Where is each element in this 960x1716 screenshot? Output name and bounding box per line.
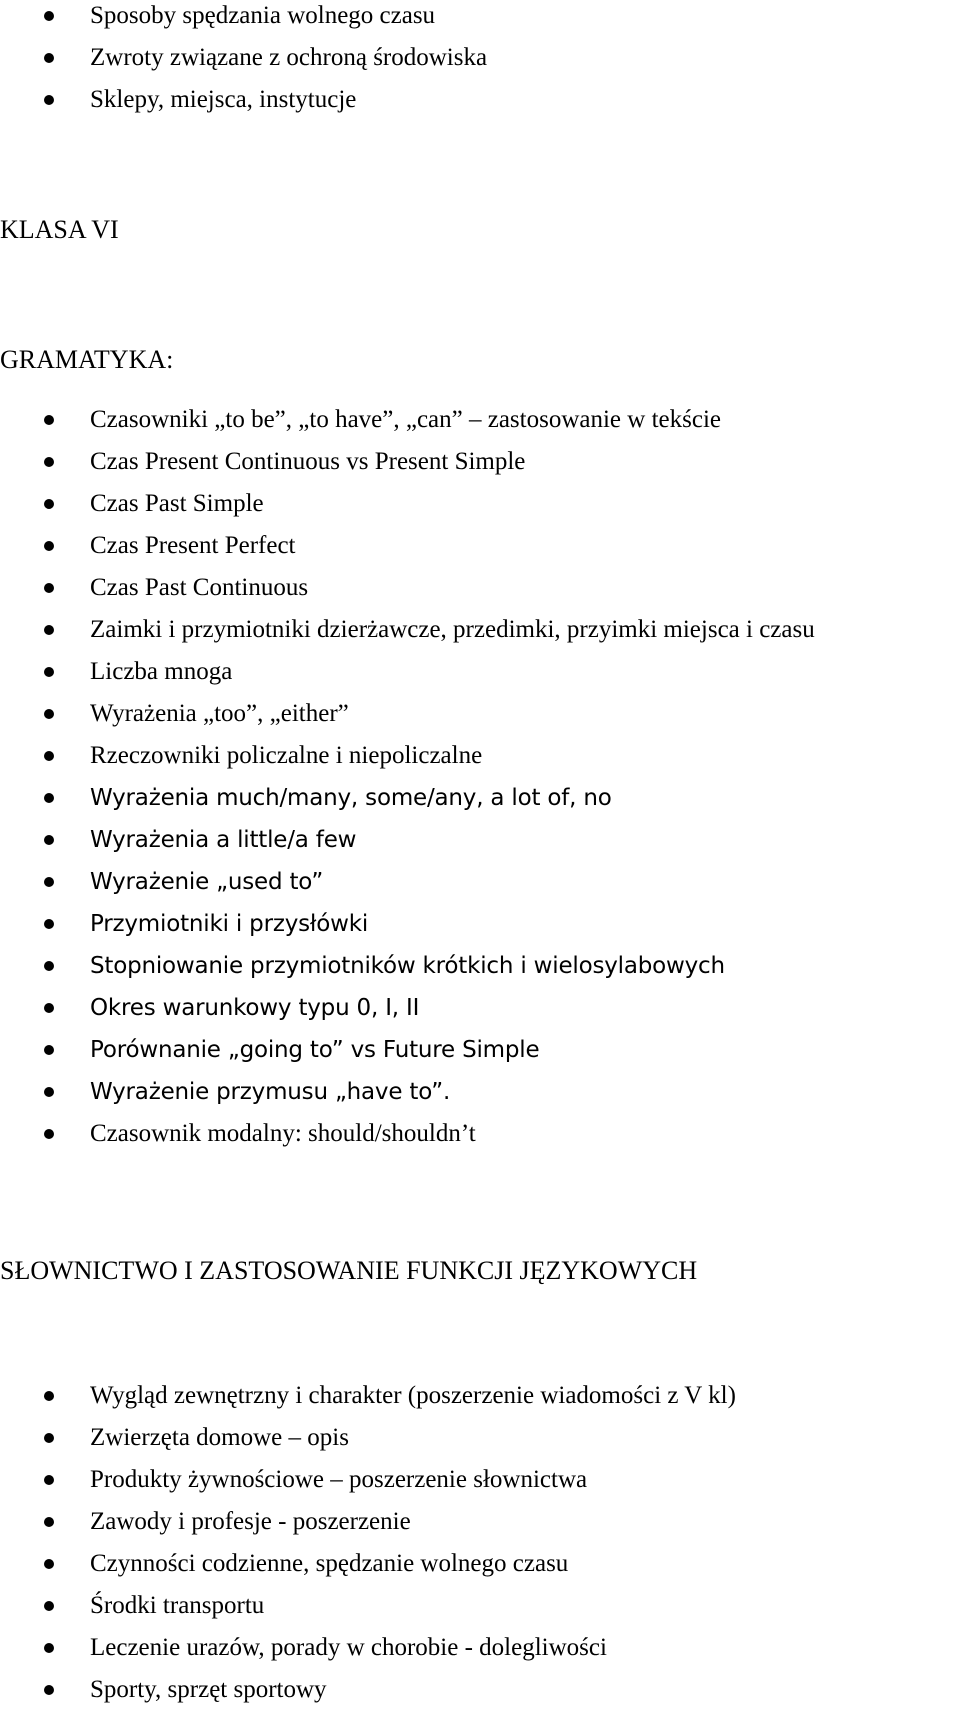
list-item-text: Produkty żywnościowe – poszerzenie słownictwa — [90, 1466, 588, 1493]
list-item — [0, 84, 487, 126]
list-item — [0, 656, 815, 698]
list-item — [0, 446, 815, 488]
bullet-icon — [44, 1003, 54, 1013]
list-item — [0, 1548, 736, 1590]
bullet-icon — [44, 793, 54, 803]
bullet-icon — [44, 1129, 54, 1139]
list-item-text: Okres warunkowy typu 0, I, II — [90, 995, 420, 1021]
list-item-text: Czynności codzienne, spędzanie wolnego czasu — [90, 1550, 569, 1577]
bullet-icon — [44, 667, 54, 677]
bullet-icon — [44, 457, 54, 467]
list-item-text: Przymiotniki i przysłówki — [90, 911, 369, 937]
bullet-icon — [44, 11, 54, 21]
bullet-icon — [44, 709, 54, 719]
list-item-text: Wyrażenie „used to” — [90, 869, 324, 895]
list-item — [0, 614, 815, 656]
bullet-icon — [44, 877, 54, 887]
list-item — [0, 1076, 815, 1118]
list-item — [0, 824, 815, 866]
list-item-text: Rzeczowniki policzalne i niepoliczalne — [90, 742, 483, 769]
list-item-text: Liczba mnoga — [90, 658, 233, 685]
list-item — [0, 950, 815, 992]
bullet-icon — [44, 1433, 54, 1443]
list-item — [0, 908, 815, 950]
list-item — [0, 488, 815, 530]
list-item — [0, 1118, 815, 1160]
bullet-icon — [44, 1601, 54, 1611]
list-item — [0, 698, 815, 740]
list-item — [0, 572, 815, 614]
list-item — [0, 866, 815, 908]
list-item — [0, 42, 487, 84]
list-item — [0, 1590, 736, 1632]
list-item-text: Czasowniki „to be”, „to have”, „can” – zastosowanie w tekście — [90, 406, 721, 433]
bullet-icon — [44, 415, 54, 425]
bullet-icon — [44, 625, 54, 635]
list-item — [0, 740, 815, 782]
bullet-icon — [44, 53, 54, 63]
list-item-text: Wyrażenie przymusu „have to”. — [90, 1079, 451, 1105]
list-item-text: Zawody i profesje - poszerzenie — [90, 1508, 411, 1535]
list-item — [0, 1034, 815, 1076]
bullet-icon — [44, 1517, 54, 1527]
list-item — [0, 992, 815, 1034]
list-item-text: Czasownik modalny: should/shouldn’t — [90, 1120, 476, 1147]
list-item-text: Środki transportu — [90, 1592, 265, 1619]
bullet-icon — [44, 1045, 54, 1055]
list-item-text: Sklepy, miejsca, instytucje — [90, 86, 357, 113]
list-item-text: Czas Present Perfect — [90, 532, 296, 559]
list-item-text: Czas Past Simple — [90, 490, 264, 517]
list-item-text: Czas Present Continuous vs Present Simple — [90, 448, 526, 475]
bullet-icon — [44, 835, 54, 845]
bullet-icon — [44, 1391, 54, 1401]
list-item — [0, 782, 815, 824]
vocabulary-heading: SŁOWNICTWO I ZASTOSOWANIE FUNKCJI JĘZYKOWYCH — [0, 1256, 698, 1285]
list-item-text: Wyrażenia a little/a few — [90, 827, 357, 853]
bullet-icon — [44, 1475, 54, 1485]
list-item — [0, 1422, 736, 1464]
list-item — [0, 0, 487, 42]
bullet-icon — [44, 751, 54, 761]
list-item-text: Sposoby spędzania wolnego czasu — [90, 2, 436, 29]
list-item-text: Czas Past Continuous — [90, 574, 309, 601]
list-item-text: Leczenie urazów, porady w chorobie - dolegliwości — [90, 1634, 607, 1661]
list-item — [0, 1506, 736, 1548]
bullet-icon — [44, 1643, 54, 1653]
list-item — [0, 1674, 736, 1716]
list-item-text: Stopniowanie przymiotników krótkich i wielosylabowych — [90, 953, 725, 979]
list-item-text: Wygląd zewnętrzny i charakter (poszerzenie wiadomości z V kl) — [90, 1382, 736, 1409]
list-item-text: Zwierzęta domowe – opis — [90, 1424, 349, 1451]
bullet-icon — [44, 1559, 54, 1569]
list-item — [0, 1380, 736, 1422]
list-item — [0, 1632, 736, 1674]
grammar-heading: GRAMATYKA: — [0, 345, 174, 374]
list-item-text: Porównanie „going to” vs Future Simple — [90, 1037, 540, 1063]
list-item — [0, 404, 815, 446]
list-item-text: Wyrażenia „too”, „either” — [90, 700, 349, 727]
bullet-icon — [44, 541, 54, 551]
grammar-list — [0, 404, 815, 1160]
bullet-icon — [44, 1685, 54, 1695]
bullet-icon — [44, 499, 54, 509]
bullet-icon — [44, 95, 54, 105]
bullet-icon — [44, 961, 54, 971]
list-item — [0, 1464, 736, 1506]
bullet-icon — [44, 583, 54, 593]
list-item-text: Zwroty związane z ochroną środowiska — [90, 44, 488, 71]
list-item-text: Wyrażenia much/many, some/any, a lot of, no — [90, 785, 612, 811]
bullet-icon — [44, 1087, 54, 1097]
intro-topic-list — [0, 0, 487, 126]
class-heading: KLASA VI — [0, 215, 119, 244]
list-item-text: Zaimki i przymiotniki dzierżawcze, przedimki, przyimki miejsca i czasu — [90, 616, 815, 643]
list-item — [0, 530, 815, 572]
list-item-text: Sporty, sprzęt sportowy — [90, 1676, 327, 1703]
bullet-icon — [44, 919, 54, 929]
vocabulary-list — [0, 1380, 736, 1716]
